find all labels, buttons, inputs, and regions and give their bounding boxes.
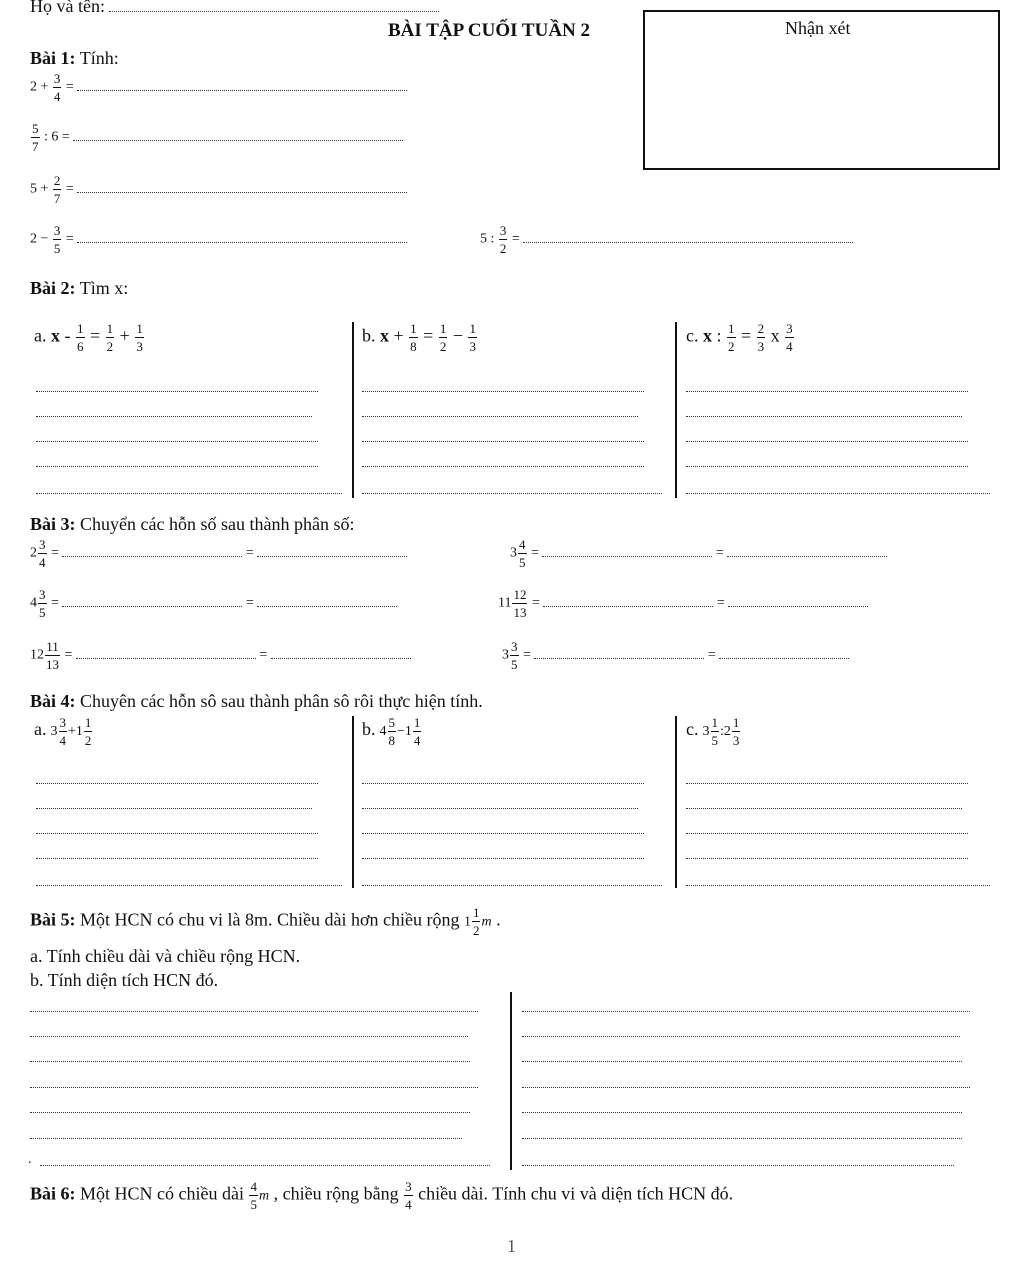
numerator: 11 — [46, 639, 59, 654]
bai1-item-2 — [30, 122, 403, 153]
operator: - — [64, 325, 71, 346]
answer-dots — [543, 605, 713, 607]
number: 5 — [30, 181, 37, 197]
numerator: 3 — [499, 223, 507, 238]
fraction — [499, 224, 508, 255]
denominator: 3 — [732, 733, 740, 748]
denominator: 13 — [46, 657, 59, 672]
answer-line — [686, 857, 968, 859]
denominator: 13 — [513, 605, 527, 620]
denominator: 4 — [786, 339, 793, 354]
whole-number: 1 — [404, 724, 412, 740]
answer-dots — [257, 555, 407, 557]
denominator: 4 — [39, 555, 46, 570]
numerator: 3 — [405, 1179, 412, 1194]
numerator: 4 — [250, 1179, 257, 1194]
answer-line — [362, 390, 644, 392]
bai1-item-5 — [480, 224, 853, 255]
numerator: 4 — [519, 537, 526, 552]
operator: x — [770, 325, 780, 346]
answer-dots — [73, 139, 403, 141]
bai6-text2: , chiều rộng bằng — [273, 1183, 399, 1204]
bai1-label: Bài 1: — [30, 48, 76, 68]
fraction — [757, 322, 766, 353]
number: 2 — [30, 79, 37, 95]
bai2-part-c — [686, 322, 795, 353]
operator: − — [397, 724, 405, 740]
equals: = — [245, 545, 254, 561]
bai4-label: Bài 4: — [30, 691, 76, 711]
denominator: 2 — [728, 339, 735, 354]
numerator: 5 — [388, 715, 395, 730]
answer-line — [362, 465, 644, 467]
bai4-part-b — [362, 716, 422, 747]
numerator: 3 — [39, 537, 46, 552]
fraction — [59, 716, 68, 747]
whole-number: 2 — [723, 724, 731, 740]
part-prefix: c. — [686, 325, 699, 346]
answer-dots — [727, 555, 887, 557]
numerator: 1 — [728, 321, 735, 336]
comment-box — [643, 10, 1000, 170]
fraction — [53, 174, 62, 205]
variable-x: x — [703, 325, 712, 346]
answer-line — [362, 415, 638, 417]
bai2-part-b — [362, 322, 478, 353]
unit: m — [258, 1188, 270, 1204]
fraction — [84, 716, 93, 747]
equals: = — [51, 545, 59, 561]
bai2-part-a — [34, 322, 145, 353]
part-prefix: b. — [362, 325, 376, 346]
fraction — [439, 322, 448, 353]
operator: + — [40, 79, 49, 95]
operator: : — [490, 231, 495, 247]
equals: = — [65, 181, 74, 197]
answer-dots — [728, 605, 868, 607]
denominator: 2 — [439, 339, 447, 354]
answer-line — [522, 1164, 954, 1166]
part-prefix: a. — [34, 325, 47, 346]
equals: = — [511, 231, 520, 247]
equals: = — [531, 595, 540, 611]
operator: + — [68, 724, 76, 740]
answer-line — [36, 832, 318, 834]
equals: = — [741, 325, 752, 346]
numerator: 1 — [84, 715, 92, 730]
fraction — [785, 322, 794, 353]
equals: = — [523, 647, 531, 663]
answer-dots — [77, 241, 407, 243]
part-prefix: a. — [34, 719, 47, 740]
bai2-heading — [30, 278, 128, 299]
fraction — [135, 322, 144, 353]
bai3-item-5 — [30, 640, 411, 671]
fraction — [472, 906, 481, 937]
numerator: 2 — [53, 173, 61, 188]
numerator: 1 — [77, 321, 84, 336]
variable-x: x — [51, 325, 60, 346]
answer-line — [36, 492, 342, 494]
denominator: 7 — [32, 139, 39, 154]
bai3-text: Chuyển các hỗn số sau thành phân số: — [80, 514, 355, 534]
whole-number: 1 — [463, 914, 471, 930]
denominator: 2 — [106, 339, 114, 354]
answer-dots — [77, 89, 407, 91]
numerator: 1 — [732, 715, 740, 730]
answer-line — [522, 1086, 970, 1088]
answer-line — [30, 1035, 468, 1037]
denominator: 2 — [84, 733, 92, 748]
fraction — [53, 72, 62, 103]
fraction — [512, 588, 527, 619]
equals: = — [65, 231, 74, 247]
name-line — [30, 0, 439, 17]
answer-line — [686, 782, 968, 784]
answer-line — [522, 1111, 962, 1113]
column-divider — [352, 322, 354, 498]
answer-line — [686, 415, 962, 417]
denominator: 6 — [77, 339, 84, 354]
page-title: BÀI TẬP CUỐI TUẦN 2 — [388, 20, 591, 41]
bai3-item-3 — [30, 588, 397, 619]
denominator: 5 — [711, 733, 718, 748]
answer-line — [30, 1111, 470, 1113]
answer-dots — [542, 555, 712, 557]
bai2-label: Bài 2: — [30, 278, 76, 298]
fraction — [38, 588, 47, 619]
answer-dots — [523, 241, 853, 243]
fraction — [409, 322, 418, 353]
fraction — [510, 640, 519, 671]
answer-line — [686, 390, 968, 392]
whole-number: 3 — [50, 724, 58, 740]
operator: : — [44, 129, 48, 145]
period: . — [496, 909, 501, 930]
bai1-item-3 — [30, 174, 407, 205]
denominator: 5 — [511, 657, 518, 672]
bai6-text3: chiều dài. Tính chu vi và diện tích HCN đó. — [418, 1183, 734, 1204]
equals: = — [707, 647, 716, 663]
fraction — [732, 716, 741, 747]
answer-dots — [62, 555, 242, 557]
operator: − — [452, 325, 463, 346]
denominator: 7 — [53, 191, 61, 206]
bai6-text1: Một HCN có chiều dài — [80, 1183, 244, 1204]
numerator: 5 — [32, 121, 39, 136]
equals: = — [245, 595, 254, 611]
answer-line — [362, 492, 662, 494]
whole-number: 3 — [510, 545, 517, 561]
bai3-label: Bài 3: — [30, 514, 76, 534]
answer-dots — [62, 605, 242, 607]
numerator: 3 — [59, 715, 66, 730]
answer-line — [30, 1010, 478, 1012]
equals: = — [90, 325, 101, 346]
denominator: 5 — [39, 605, 46, 620]
numerator: 3 — [786, 321, 793, 336]
numerator: 1 — [711, 715, 718, 730]
bai3-item-6 — [502, 640, 849, 671]
operator: + — [40, 181, 49, 197]
bai5-heading — [30, 906, 501, 937]
column-divider — [510, 992, 512, 1170]
denominator: 4 — [59, 733, 66, 748]
number: 2 — [30, 231, 37, 247]
numerator: 2 — [757, 321, 765, 336]
denominator: 4 — [53, 89, 61, 104]
bai3-item-1 — [30, 538, 407, 569]
fraction — [53, 224, 62, 255]
fraction — [249, 1180, 258, 1211]
denominator: 3 — [757, 339, 765, 354]
variable-x: x — [380, 325, 389, 346]
number: 6 — [51, 129, 59, 145]
denominator: 3 — [136, 339, 143, 354]
fraction — [413, 716, 422, 747]
answer-line — [522, 1035, 960, 1037]
whole-number: 4 — [379, 724, 387, 740]
column-divider — [352, 716, 354, 888]
operator: : — [716, 325, 722, 346]
part-prefix: c. — [686, 719, 699, 740]
denominator: 2 — [499, 241, 507, 256]
bai3-item-4 — [498, 588, 868, 619]
whole-number: 4 — [30, 595, 37, 611]
bai5-text: Một HCN có chu vi là 8m. Chiều dài hơn chiều rộng — [80, 909, 460, 930]
bai5-label: Bài 5: — [30, 909, 76, 930]
equals: = — [531, 545, 539, 561]
answer-line — [36, 465, 318, 467]
bai1-item-1 — [30, 72, 407, 103]
denominator: 4 — [405, 1197, 412, 1212]
equals: = — [423, 325, 434, 346]
lead-dot: . — [28, 1152, 32, 1167]
equals: = — [65, 79, 74, 95]
whole-number: 3 — [502, 647, 509, 663]
fraction — [106, 322, 115, 353]
whole-number: 2 — [30, 545, 37, 561]
number: 5 — [480, 231, 487, 247]
answer-line — [686, 492, 990, 494]
fraction — [711, 716, 720, 747]
equals: = — [51, 595, 59, 611]
whole-number: 12 — [30, 647, 44, 663]
answer-dots — [77, 191, 407, 193]
denominator: 4 — [413, 733, 421, 748]
denominator: 8 — [410, 339, 417, 354]
denominator: 2 — [472, 923, 480, 938]
answer-line — [362, 807, 638, 809]
fraction — [727, 322, 736, 353]
answer-line — [40, 1164, 490, 1166]
answer-line — [522, 1060, 962, 1062]
operator: : — [720, 724, 724, 740]
equals: = — [64, 647, 73, 663]
bai3-heading — [30, 514, 354, 535]
answer-line — [36, 807, 312, 809]
numerator: 3 — [39, 587, 46, 602]
answer-dots — [257, 605, 397, 607]
answer-line — [522, 1010, 970, 1012]
bai4-part-a — [34, 716, 93, 747]
equals: = — [61, 129, 70, 145]
answer-line — [30, 1086, 478, 1088]
answer-line — [36, 782, 318, 784]
answer-line — [686, 884, 990, 886]
equals: = — [259, 647, 268, 663]
fraction — [404, 1180, 413, 1211]
answer-line — [686, 440, 968, 442]
fraction — [518, 538, 527, 569]
denominator: 5 — [250, 1197, 257, 1212]
bai4-part-c — [686, 716, 741, 747]
numerator: 1 — [106, 321, 114, 336]
answer-line — [362, 832, 644, 834]
fraction — [38, 538, 47, 569]
numerator: 3 — [53, 223, 61, 238]
answer-dots — [719, 657, 849, 659]
bai6-heading — [30, 1180, 733, 1211]
bai1-heading — [30, 48, 119, 69]
numerator: 1 — [413, 715, 421, 730]
equals: = — [716, 595, 725, 611]
name-label: Họ và tên: — [30, 0, 105, 16]
numerator: 1 — [469, 321, 476, 336]
fraction — [388, 716, 397, 747]
answer-dots — [76, 657, 256, 659]
answer-line — [36, 415, 312, 417]
column-divider — [675, 322, 677, 498]
numerator: 3 — [53, 71, 61, 86]
answer-line — [362, 782, 644, 784]
numerator: 1 — [410, 321, 417, 336]
operator: + — [119, 325, 130, 346]
fraction — [45, 640, 60, 671]
numerator: 1 — [439, 321, 447, 336]
bai5-part-a: a. Tính chiều dài và chiều rộng HCN. — [30, 946, 301, 966]
fraction — [76, 322, 85, 353]
bai4-text: Chuyên các hỗn sô sau thành phân sô rôi thực hiện tính. — [80, 691, 483, 711]
page-number: 1 — [507, 1236, 516, 1256]
part-prefix: b. — [362, 719, 376, 740]
column-divider — [675, 716, 677, 888]
answer-dots — [534, 657, 704, 659]
answer-line — [30, 1137, 462, 1139]
answer-line — [30, 1060, 470, 1062]
answer-line — [686, 832, 968, 834]
bai1-text: Tính: — [79, 48, 119, 68]
answer-line — [36, 884, 342, 886]
whole-number: 11 — [498, 595, 512, 611]
answer-line — [522, 1137, 962, 1139]
denominator: 3 — [469, 339, 476, 354]
operator: + — [393, 325, 404, 346]
comment-label: Nhận xét — [785, 18, 851, 38]
unit: m — [481, 914, 492, 930]
answer-line — [36, 857, 318, 859]
answer-line — [36, 440, 318, 442]
bai3-item-2 — [510, 538, 887, 569]
denominator: 8 — [388, 733, 395, 748]
bai4-heading — [30, 691, 483, 712]
bai5-part-b: b. Tính diện tích HCN đó. — [30, 970, 219, 990]
answer-line — [686, 465, 968, 467]
answer-line — [362, 857, 644, 859]
name-dots — [109, 10, 439, 12]
answer-line — [686, 807, 962, 809]
denominator: 5 — [519, 555, 526, 570]
whole-number: 1 — [75, 724, 83, 740]
numerator: 12 — [513, 587, 527, 602]
fraction — [31, 122, 40, 153]
numerator: 1 — [136, 321, 143, 336]
fraction — [468, 322, 477, 353]
bai1-item-4 — [30, 224, 407, 255]
answer-line — [362, 884, 662, 886]
equals: = — [715, 545, 724, 561]
bai2-text: Tìm x: — [79, 278, 129, 298]
numerator: 1 — [472, 905, 480, 920]
denominator: 5 — [53, 241, 61, 256]
bai6-label: Bài 6: — [30, 1183, 76, 1204]
answer-line — [36, 390, 318, 392]
answer-line — [362, 440, 644, 442]
operator: − — [40, 231, 49, 247]
answer-dots — [271, 657, 411, 659]
numerator: 3 — [511, 639, 518, 654]
whole-number: 3 — [702, 724, 710, 740]
